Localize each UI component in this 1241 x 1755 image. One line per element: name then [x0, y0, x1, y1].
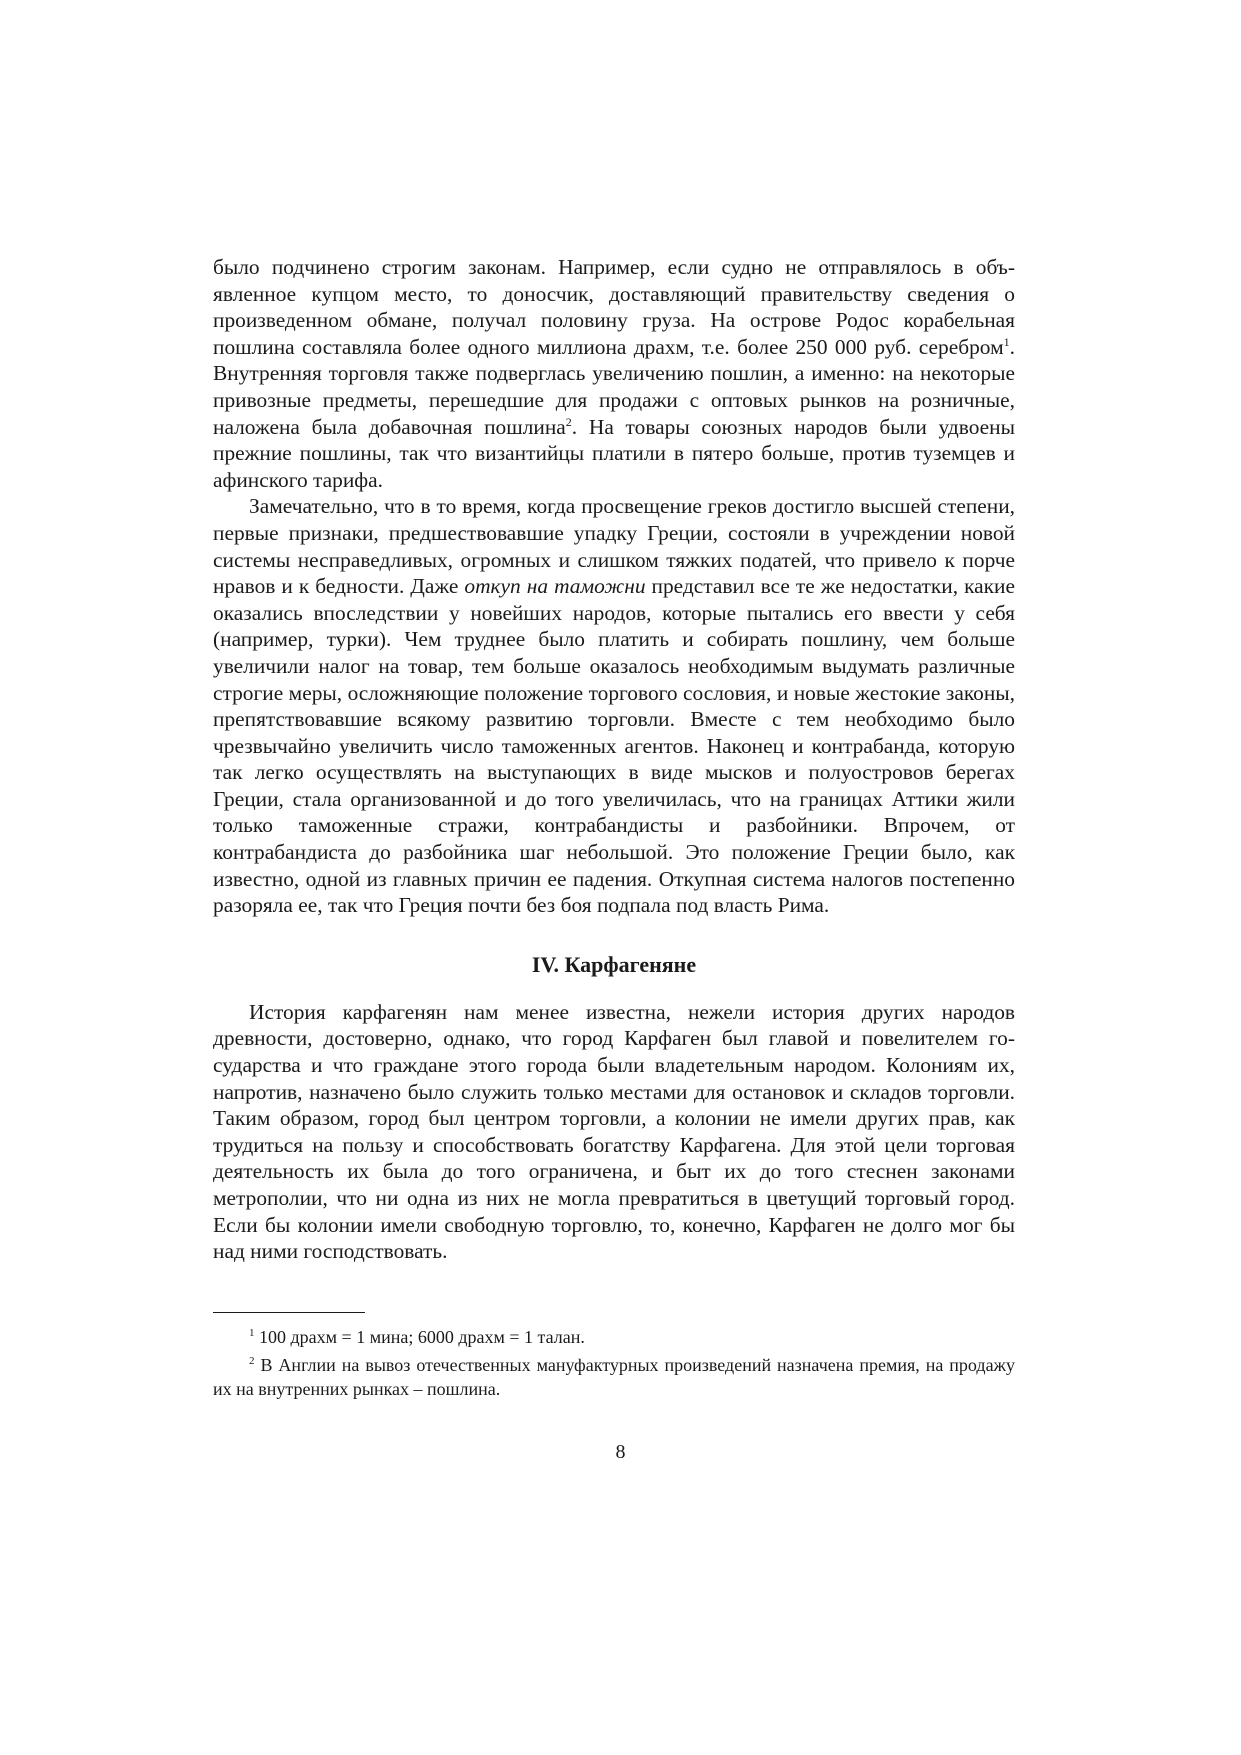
footnote-2: [213, 1353, 1015, 1401]
footnote-mark: 2: [249, 1354, 255, 1367]
page-body: [213, 254, 1015, 1405]
italic-phrase: откуп на таможни: [464, 574, 646, 599]
footnote-divider: [213, 1312, 365, 1313]
paragraph-3: [213, 999, 1015, 1265]
footnote-text: В Англии на вывоз отечественных мануфактурных произведений назначена премия, на продажу их на внутренних рынках – пошлина.: [213, 1354, 1015, 1399]
text-run: представил все те же недостатки, какие оказались впоследствии у новейших народов, которые пытались его ввести у себя (например, турки). Чем труднее было платить и собирать пошлину, чем больше увеличили налог на товар, тем больше оказалось необходимым выдумать различные строгие меры, осложняющие положение торгового сословия, и новые жестокие законы, препятствовавшие всякому развитию торговли. Вместе с тем необходимо было чрезвычайно увеличить число таможенных агентов. Наконец и контрабанда, которую так легко осуществлять на выступающих в виде мысков и полуостровов берегах Греции, стала организованной и до того увеличилась, что на границах Аттики жили только таможенные стражи, контрабандисты и разбойники. Впрочем, от контрабандиста до разбойника шаг небольшой. Это положение Греции было, как известно, одной из главных причин ее падения. Откупная система налогов постепенно разоряла ее, так что Греция почти без боя подпала под власть Рима.: [213, 574, 1015, 918]
text-run: История карфагенян нам менее известна, нежели история других народов древности, достоверно, однако, что город Карфаген был главой и повелителем государства и что граждане этого города были владетельным народом. Колониям их, напротив, назначено было служить только местами для остановок и складов торговли. Таким образом, город был центром торговли, а колонии не имели других прав, как трудиться на пользу и способствовать богатству Карфагена. Для этой цели торговая деятельность их была до того ограничена, и быт их до того стеснен законами метрополии, что ни одна из них не могла превратиться в цветущий торговый город. Если бы колонии имели свободную торговлю, то, конечно, Карфаген не долго мог бы над ними господствовать.: [213, 999, 1015, 1264]
page-number: 8: [615, 1441, 626, 1463]
text-run: . На товары союзных народов были удвоены прежние пошлины, так что византийцы платили в пятеро больше, против туземцев и афинского тарифа.: [213, 414, 1015, 492]
footnote-reference: 1: [1003, 334, 1010, 349]
footnote-mark: 1: [249, 1326, 255, 1339]
footnote-1: [213, 1325, 1015, 1349]
paragraph-1: [213, 254, 1015, 493]
paragraph-2: [213, 493, 1015, 919]
section-heading: IV. Карфагеняне: [531, 951, 697, 977]
footnote-text: 100 драхм = 1 мина; 6000 драхм = 1 талан.: [254, 1326, 585, 1347]
text-run: было подчинено строгим законам. Например, если судно не отправлялось в объявленное купцом место, то доносчик, доставляющий правительству сведения о произведенном обмане, получал половину груза. На острове Родос корабельная пошлина составляла более одного миллиона драхм, т.е. более 250 000 руб. серебром: [213, 255, 1015, 359]
text-run: Замечательно, что в то время, когда просвещение греков достигло высшей степени, первые признаки, предшествовавшие упадку Греции, состояли в учреждении новой системы несправедливых, огромных и слишком тяжких податей, что привело к порче нравов и к бедности. Даже: [213, 494, 1015, 599]
footnote-reference: 2: [565, 414, 572, 429]
text-run: . Внутренняя торговля также подверглась увеличению пошлин, а именно: на некоторые привозные предметы, перешедшие для продажи с оптовых рынков на розничные, наложена была добавочная пошлина: [213, 334, 1015, 439]
